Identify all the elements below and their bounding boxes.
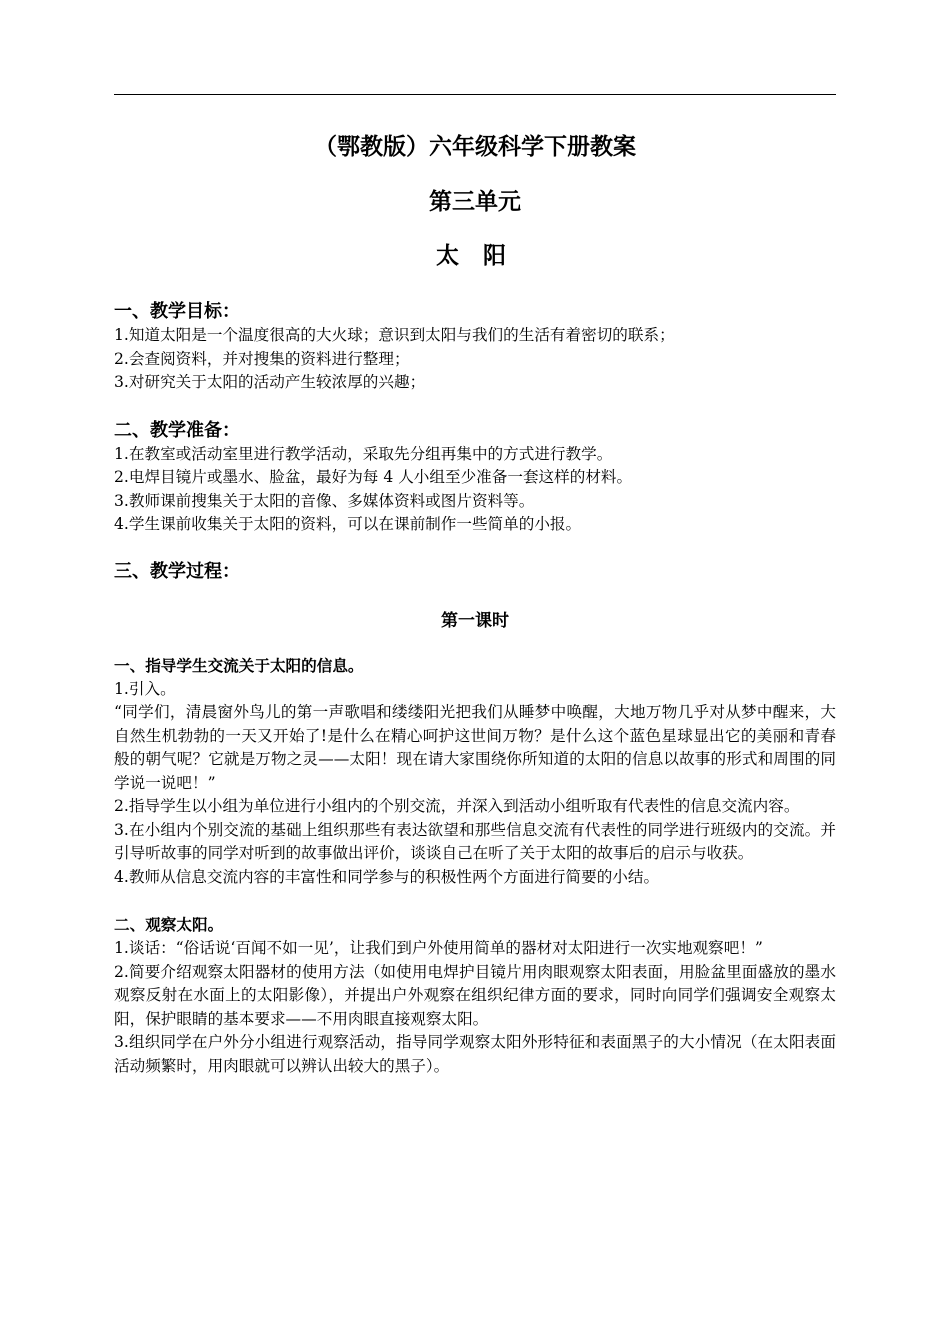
objective-item: 2.会查阅资料，并对搜集的资料进行整理； (114, 349, 410, 368)
document-title: （鄂教版）六年级科学下册教案 (314, 133, 636, 160)
section-preparation-heading: 二、教学准备： (114, 419, 240, 441)
part2-item: 1.谈话：“俗话说‘百闻不如一见’，让我们到户外使用简单的器材对太阳进行一次实地观察吧！” (114, 939, 763, 957)
objective-item: 3.对研究关于太阳的活动产生较浓厚的兴趣； (114, 373, 426, 391)
header-rule (114, 94, 836, 95)
preparation-item: 3.教师课前搜集关于太阳的音像、多媒体资料或图片资料等。 (114, 491, 535, 510)
part2-item: 2.简要介绍观察太阳器材的使用方法（如使用电焊护目镜片用肉眼观察太阳表面，用脸盆里面盛放的墨水观察反射在水面上的太阳影像），并提出户外观察在组织纪律方面的要求，同时向同学们强调安全观察太阳，保护眼睛的基本要求——不用肉眼直接观察太阳。 (114, 962, 836, 1028)
part1-heading: 一、指导学生交流关于太阳的信息。 (114, 656, 364, 675)
part1-item: 2.指导学生以小组为单位进行小组内的个别交流，并深入到活动小组听取有代表性的信息交流内容。 (114, 797, 800, 815)
part1-item: 4.教师从信息交流内容的丰富性和同学参与的积极性两个方面进行简要的小结。 (114, 867, 660, 886)
objective-item: 1.知道太阳是一个温度很高的大火球；意识到太阳与我们的生活有着密切的联系； (114, 326, 675, 344)
part1-item: 3.在小组内个别交流的基础上组织那些有表达欲望和那些信息交流有代表性的同学进行班级内的交流。并引导听故事的同学对听到的故事做出评价，谈谈自己在听了关于太阳的故事后的启示与收获。 (114, 820, 836, 862)
section-objectives-heading: 一、教学目标： (114, 301, 240, 322)
part1-item: “同学们，清晨窗外鸟儿的第一声歌唱和缕缕阳光把我们从睡梦中唤醒，大地万物几乎对从梦中醒来，大自然生机勃勃的一天又开始了!是什么在精心呵护这世间万物？是什么这个蓝色星球显出它的美丽和青春般的朝气呢？它就是万物之灵——太阳！现在请大家围绕你所知道的太阳的信息以故事的形式和周围的同学说一说吧！” (114, 703, 836, 792)
preparation-item: 2.电焊目镜片或墨水、脸盆，最好为每 4 人小组至少准备一套这样的材料。 (114, 468, 633, 486)
document-body (114, 128, 836, 1078)
part1-item: 1.引入。 (114, 679, 176, 698)
preparation-item: 1.在教室或活动室里进行教学活动，采取先分组再集中的方式进行教学。 (114, 444, 613, 463)
part2-item: 3.组织同学在户外分小组进行观察活动，指导同学观察太阳外形特征和表面黑子的大小情况（在太阳表面活动频繁时，用肉眼就可以辨认出较大的黑子）。 (114, 1033, 836, 1075)
section-process-heading: 三、教学过程： (114, 560, 240, 582)
lesson-period-title: 第一课时 (441, 610, 509, 631)
lesson-title: 太 阳 (435, 242, 514, 269)
part2-heading: 二、观察太阳。 (114, 916, 224, 934)
unit-title: 第三单元 (429, 188, 521, 215)
preparation-item: 4.学生课前收集关于太阳的资料，可以在课前制作一些简单的小报。 (114, 515, 582, 533)
